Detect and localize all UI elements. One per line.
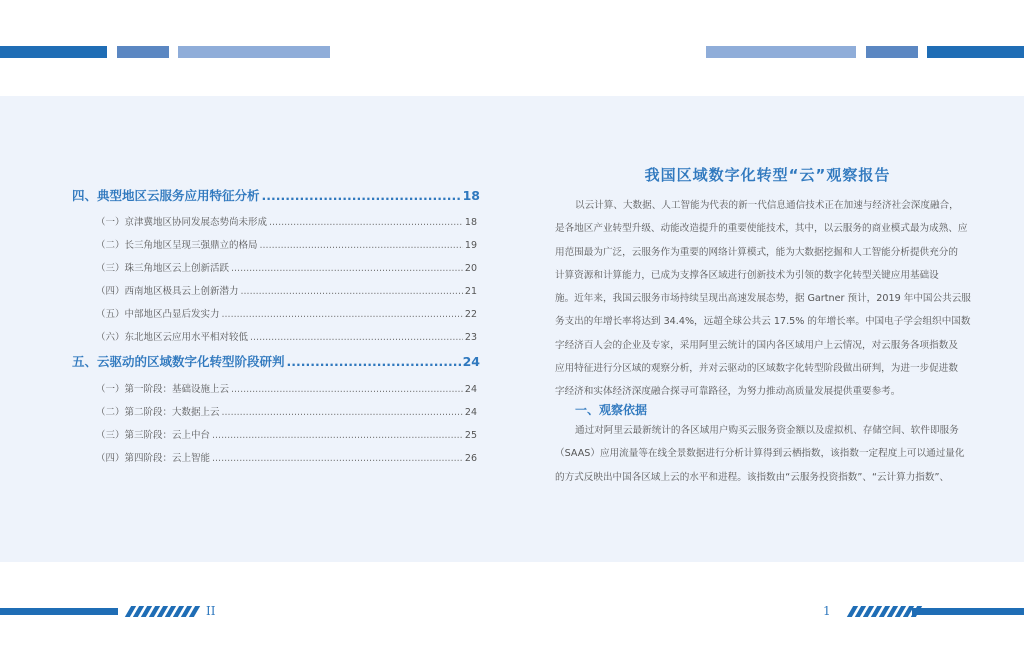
- toc-entry-4-1[interactable]: （一）京津冀地区协同发展态势尚未形成 ..... 18: [96, 214, 477, 228]
- intro-line: 以云计算、大数据、人工智能为代表的新一代信息通信技术正在加速与经济社会深度融合，: [575, 200, 959, 211]
- toc-entry-4-4[interactable]: （四）西南地区极具云上创新潜力 ..... 21: [96, 283, 477, 297]
- intro-line: 用范围最为广泛，云服务作为重要的网络计算模式，能为大数据挖掘和人工智能分析提供充分的: [555, 246, 958, 258]
- intro-line: 字经济百人会的企业及专家，采用阿里云统计的国内各区域用户上云情况，对云服务各项指数及: [555, 339, 958, 351]
- basis-line: 的方式反映出中国各区域上云的水平和进程。该指数由“云服务投资指数”、“云计算力指数”、: [555, 471, 950, 483]
- toc-entry-4-3[interactable]: （三）珠三角地区云上创新活跃 ..... 20: [96, 260, 477, 274]
- header-bar-left-mid: [117, 46, 169, 58]
- footer-bar-right: [912, 608, 1024, 615]
- intro-line: 是各地区产业转型升级、动能改造提升的重要使能技术，其中，以云服务的商业模式最为成熟、应: [555, 223, 968, 235]
- toc-entry-4-2[interactable]: （二）长三角地区呈现三强鼎立的格局 ..... 19: [96, 237, 477, 251]
- toc-entry-5-2[interactable]: （二）第二阶段：大数据上云 ..... 24: [96, 404, 477, 418]
- toc-entry-5-4[interactable]: （四）第四阶段：云上智能 ..... 26: [96, 450, 477, 464]
- page-number-left: II: [206, 604, 216, 618]
- footer-bar-left: [0, 608, 118, 615]
- basis-line: 通过对阿里云最新统计的各区域用户购买云服务资金额以及虚拟机、存储空间、软件即服务: [575, 425, 959, 436]
- intro-line: 应用特征进行分区域的观察分析，并对云驱动的区域数字化转型阶段做出研判，为进一步促进数: [555, 363, 958, 375]
- footer-stripes-right: [850, 606, 919, 617]
- intro-line: 计算资源和计算能力，已成为支撑各区域进行创新技术为引领的数字化转型关键应用基础设: [555, 269, 939, 281]
- header-bar-left-light: [178, 46, 330, 58]
- footer-stripes-left: [128, 606, 197, 617]
- basis-paragraph: [555, 419, 980, 489]
- section-heading: 一、观察依据: [575, 403, 648, 417]
- intro-line: 施。近年来，我国云服务市场持续呈现出高速发展态势，据 Gartner 预计，2019 年中国公共云服: [555, 293, 971, 305]
- toc-entry-4-5[interactable]: （五）中部地区凸显后发实力 ..... 22: [96, 306, 477, 320]
- toc-entry-5-1[interactable]: （一）第一阶段：基础设施上云 ..... 24: [96, 381, 477, 395]
- basis-line: （SAAS）应用流量等在线全景数据进行分析计算得到云栖指数，该指数一定程度上可以通过量化: [555, 448, 965, 460]
- header-bar-left-dark: [0, 46, 107, 58]
- header-bar-right-light: [706, 46, 856, 58]
- header-bar-right-mid: [866, 46, 918, 58]
- intro-paragraph: [555, 194, 980, 404]
- report-title: 我国区域数字化转型“云”观察报告: [644, 166, 891, 184]
- toc-entry-section-5[interactable]: 五、云驱动的区域数字化转型阶段研判 ..... 24: [72, 352, 480, 370]
- intro-line: 务支出的年增长率将达到 34.4%，远超全球公共云 17.5% 的年增长率。中国电子学会组织中国数: [555, 316, 971, 328]
- intro-line: 字经济和实体经济深度融合探寻可靠路径，为努力推动高质量发展提供重要参考。: [555, 386, 901, 398]
- header-bar-right-dark: [927, 46, 1024, 58]
- toc-entry-section-4[interactable]: 四、典型地区云服务应用特征分析 ..... 18: [72, 186, 480, 204]
- toc-entry-5-3[interactable]: （三）第三阶段：云上中台 ..... 25: [96, 427, 477, 441]
- page-number-right: 1: [823, 604, 831, 618]
- toc-entry-4-6[interactable]: （六）东北地区云应用水平相对较低 ..... 23: [96, 329, 477, 343]
